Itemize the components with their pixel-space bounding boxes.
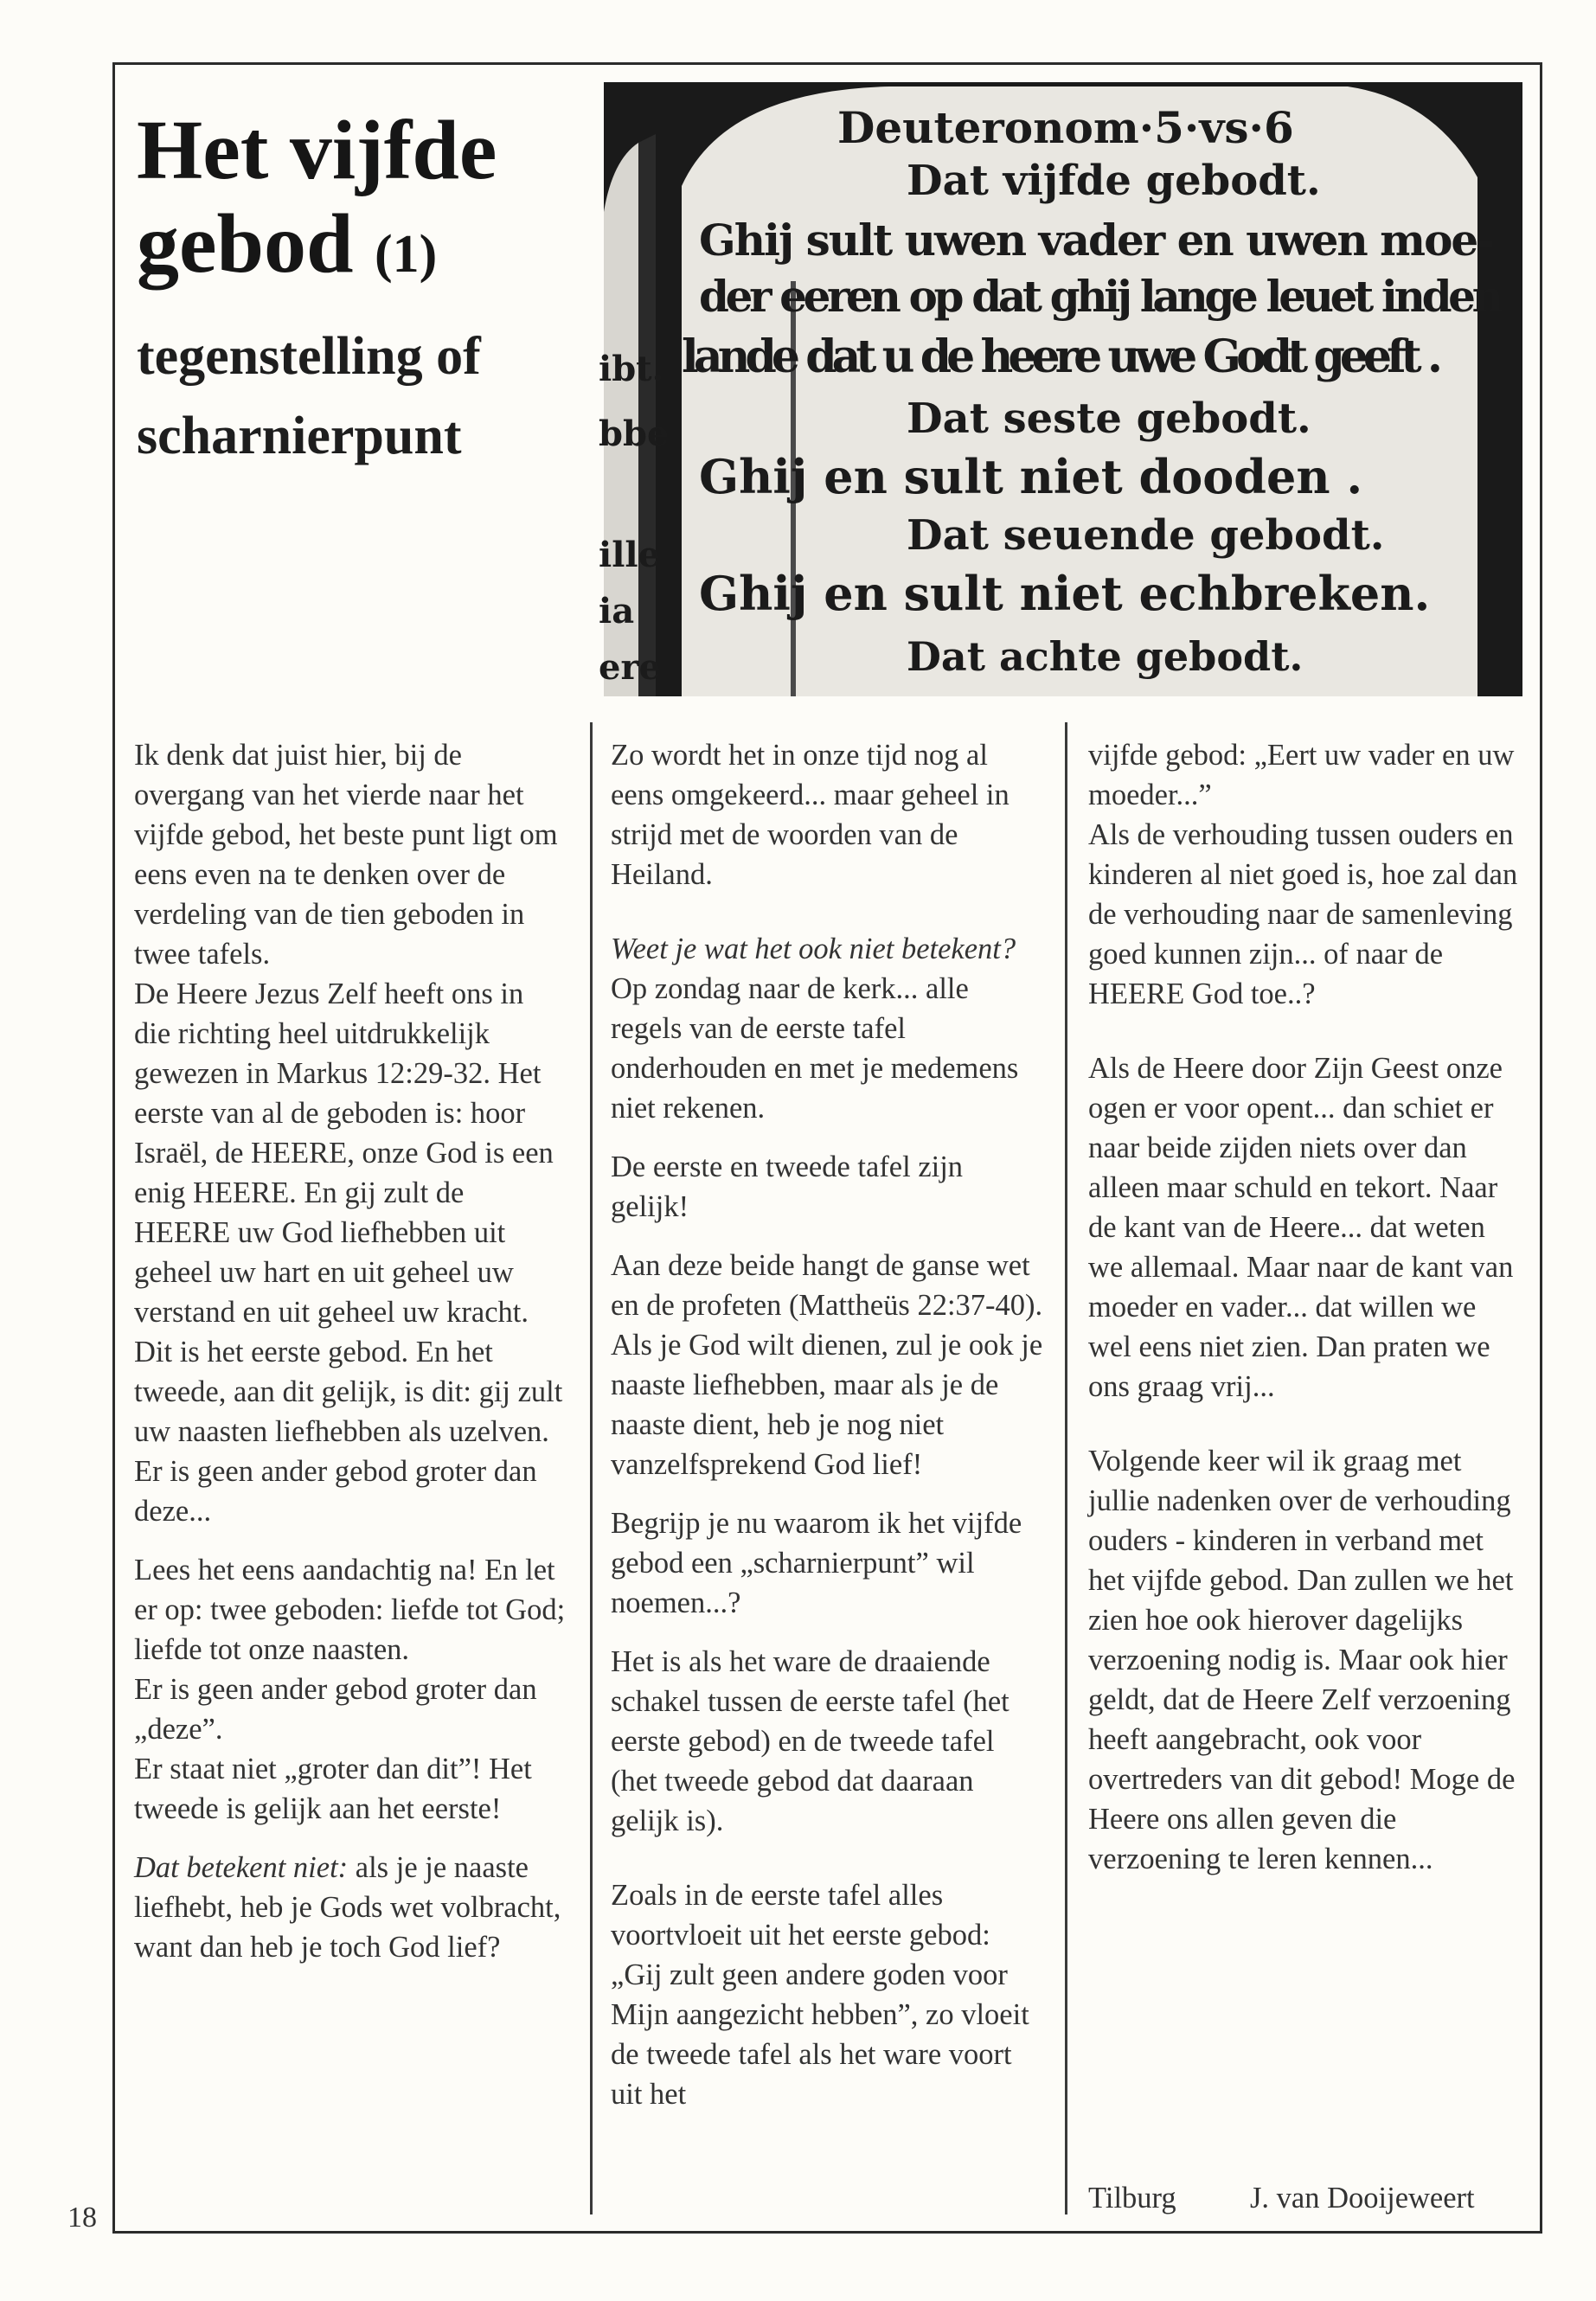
paragraph: De Heere Jezus Zelf heeft ons in die richting heel uitdrukkelijk gewezen in Markus 12:29-32. Het eerste van al de geboden is: hoor Israël, de HEERE, onze God is een enig HEERE. En gij zult de HEERE uw God liefhebben uit geheel uw hart en uit geheel uw verstand en uit geheel uw kracht. Dit is het eerste gebod. En het tweede, aan dit gelijk, is dit: gij zult uw naasten liefhebben als uzelven. Er is geen ander gebod groter dan deze... <box>134 977 563 1528</box>
photo-line-3: Ghij sult uwen vader en uwen moe- <box>699 215 1495 266</box>
photo-line-5: lande dat u de heere uwe Godt geeft . <box>682 330 1443 383</box>
photo-line-4: der eeren op dat ghij lange leuet inden <box>699 271 1503 322</box>
photo-side-2: bbe <box>599 413 670 454</box>
photo-side-5: ere <box>599 647 661 688</box>
photo-line-2: Dat vijfde gebodt. <box>907 157 1321 205</box>
signature-author: J. van Dooijeweert <box>1250 2182 1475 2214</box>
column-2 <box>611 735 1043 2114</box>
paragraph: Lees het eens aandachtig na! En let er op: twee geboden: liefde tot God; liefde tot onze naasten. <box>134 1554 566 1666</box>
article-title: Het vijfde gebod (1) <box>137 104 497 291</box>
paragraph: Als de Heere door Zijn Geest onze ogen er voor opent... dan schiet er naar beide zijden niets over dan alleen maar schuld en tekort. Naar de kant van de Heere... dat weten we allemaal. Maar naar de kant van moeder en vader... dat willen we wel eens niet zien. Dan praten we ons graag vrij... <box>1088 1052 1514 1403</box>
paragraph: vijfde gebod: „Eert uw vader en uw moeder...” <box>1088 739 1515 811</box>
paragraph: Het is als het ware de draaiende schakel tussen de eerste tafel (het eerste gebod) en de tweede tafel (het tweede gebod dat daaraan gelijk is). <box>611 1645 1010 1837</box>
paragraph: Zo wordt het in onze tijd nog al eens omgekeerd... maar geheel in strijd met de woorden van de Heiland. <box>611 739 1010 891</box>
photo-line-6: Dat seste gebodt. <box>907 394 1311 443</box>
signature-place: Tilburg <box>1088 2182 1176 2214</box>
paragraph: Als de verhouding tussen ouders en kinderen al niet goed is, hoe zal dan de verhouding naar de samenleving goed kunnen zijn... of naar de HEERE God toe..? <box>1088 818 1518 1010</box>
column-3 <box>1088 735 1521 1879</box>
paragraph: Zoals in de eerste tafel alles voortvloeit uit het eerste gebod: „Gij zult geen andere goden voor Mijn aangezicht hebben”, zo vloeit de tweede tafel als het ware voort uit het <box>611 1879 1029 2111</box>
photo-side-4: ia <box>599 591 635 631</box>
page-number: 18 <box>67 2202 97 2234</box>
photo-side-1: ibt. <box>599 349 664 389</box>
part-number: (1) <box>375 225 438 284</box>
paragraph: Begrijp je nu waarom ik het vijfde gebod een „scharnierpunt” wil noemen...? <box>611 1507 1022 1619</box>
photo-line-9: Ghij en sult niet echbreken. <box>699 566 1431 621</box>
paragraph: Dat betekent niet: als je je naaste liefhebt, heb je Gods wet volbracht, want dan heb je toch God lief? <box>134 1851 561 1964</box>
column-rule-2 <box>1065 722 1067 2214</box>
photo-line-8: Dat seuende gebodt. <box>907 511 1385 560</box>
paragraph: Er is geen ander gebod groter dan „deze”. <box>134 1673 537 1746</box>
paragraph: Weet je wat het ook niet betekent? Op zondag naar de kerk... alle regels van de eerste tafel onderhouden en met je medemens niet rekenen. <box>611 933 1019 1125</box>
paragraph: De eerste en tweede tafel zijn gelijk! <box>611 1150 964 1223</box>
photo-line-7: Ghij en sult niet dooden . <box>699 449 1363 504</box>
column-rule-1 <box>590 722 593 2214</box>
article-subtitle: tegenstelling of scharnierpunt <box>137 327 481 465</box>
commandment-panel-photo <box>599 82 1522 696</box>
paragraph: Ik denk dat juist hier, bij de overgang van het vierde naar het vijfde gebod, het beste punt ligt om eens even na te denken over de verdeling van de tien geboden in twee tafels. <box>134 739 558 971</box>
photo-line-1: Deuteronom·5·vs·6 <box>837 102 1294 153</box>
photo-side-3: ille <box>599 535 661 575</box>
paragraph: Er staat niet „groter dan dit”! Het tweede is gelijk aan het eerste! <box>134 1753 532 1825</box>
paragraph: Aan deze beide hangt de ganse wet en de profeten (Mattheüs 22:37-40). Als je God wilt dienen, zul je ook je naaste liefhebben, maar als je de naaste dient, heb je nog niet vanzelfsprekend God lief! <box>611 1249 1043 1481</box>
title-block <box>137 104 586 476</box>
photo-line-10: Dat achte gebodt. <box>907 633 1304 680</box>
column-1 <box>134 735 567 1967</box>
paragraph: Volgende keer wil ik graag met jullie nadenken over de verhouding ouders - kinderen in verband met het vijfde gebod. Dan zullen we het zien hoe ook hierover dagelijks verzoening nodig is. Maar ook hier geldt, dat de Heere Zelf verzoening heeft aangebracht, ook voor overtreders van dit gebod! Moge de Heere ons allen geven die verzoening te leren kennen... <box>1088 1445 1516 1875</box>
